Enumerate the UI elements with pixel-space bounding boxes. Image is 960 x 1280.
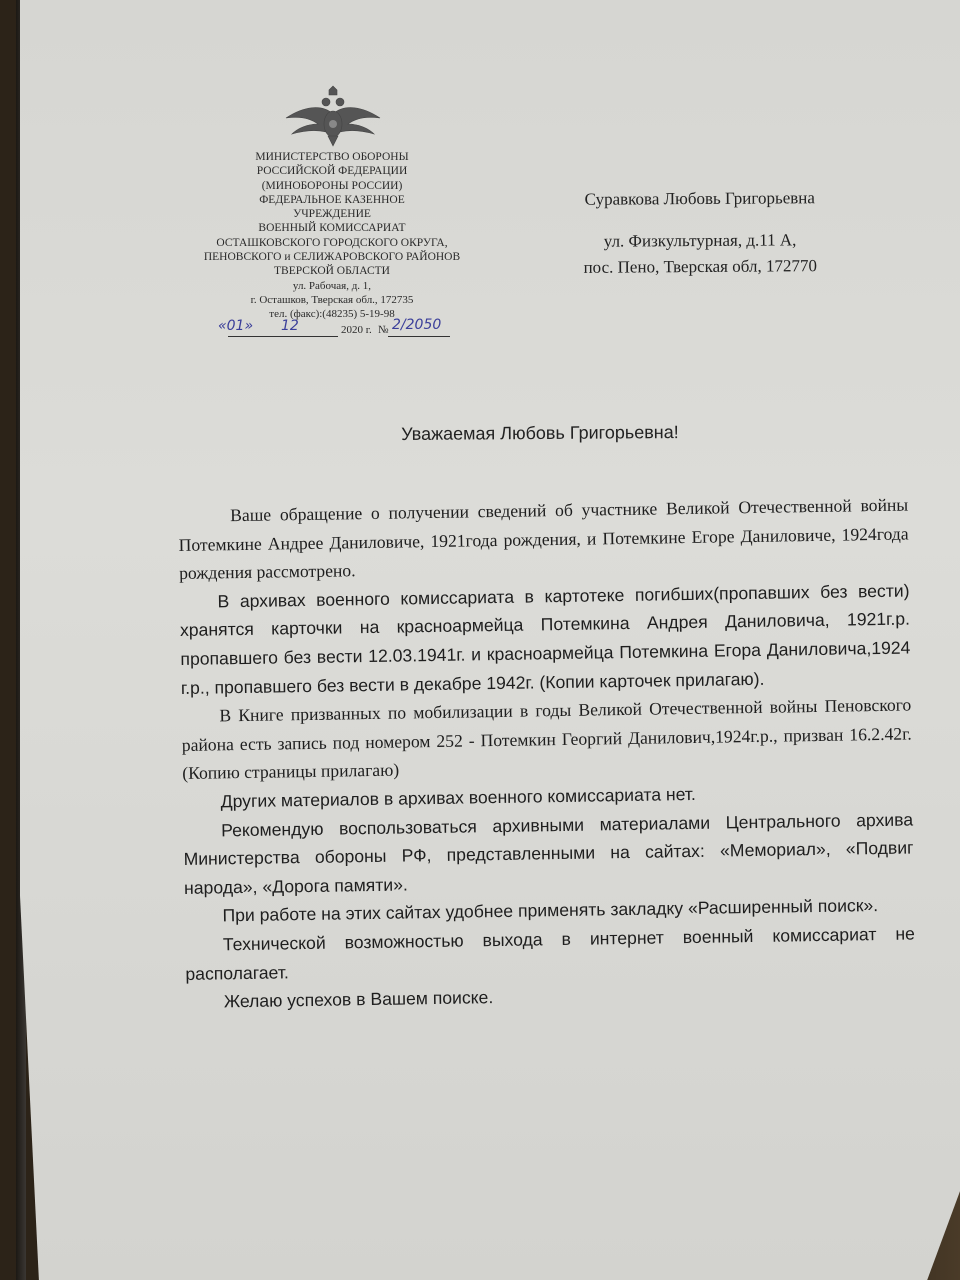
paragraph: Желаю успехов в Вашем поиске. xyxy=(223,987,494,1012)
paragraph: Других материалов в архивах военного комиссариата нет. xyxy=(220,783,696,812)
number-underline xyxy=(388,336,450,337)
registration-year: 2020 г. xyxy=(341,324,372,336)
sender-address-line: г. Осташков, Тверская обл., 172735 xyxy=(250,293,414,306)
letterhead-line: РОССИЙСКОЙ ФЕДЕРАЦИИ xyxy=(256,165,408,178)
greeting: Уважаемая Любовь Григорьевна! xyxy=(401,422,679,444)
paragraph: В архивах военного комиссариата в картотеке погибших(пропавших без вести) хранятся карточки на красноармейца Потемкина Андрея Даниловича, 1921г.р. пропавшего без вести 12.03.1941г. и красноармейца Потемкина Егора Даниловича,1924 г.р., пропавшего без вести в декабре 1942г. (Копии карточек прилагаю). xyxy=(179,580,911,698)
registration-day: «01» xyxy=(218,318,254,334)
letterhead-line: ПЕНОВСКОГО и СЕЛИЖАРОВСКОГО РАЙОНОВ xyxy=(203,251,461,264)
letterhead-line: УЧРЕЖДЕНИЕ xyxy=(293,208,371,221)
recipient-block xyxy=(520,185,881,282)
sender-address-line: ул. Рабочая, д. 1, xyxy=(292,279,372,292)
letterhead-line: ФЕДЕРАЛЬНОЕ КАЗЕННОЕ xyxy=(259,193,405,206)
registration-line xyxy=(216,317,476,342)
letterhead-line: (МИНОБОРОНЫ РОССИИ) xyxy=(261,179,403,192)
letterhead-line: ВОЕННЫЙ КОМИССАРИАТ xyxy=(258,222,406,235)
registration-number: 2/2050 xyxy=(392,317,442,333)
paragraph: В Книге призванных по мобилизации в годы Великой Отечественной войны Пеновского района есть запись под номером 252 - Потемкин Георгий Данилович,1924г.р., призван 16.2.42г. (Копию страницы прилагаю) xyxy=(181,694,912,784)
recipient-street: ул. Физкультурная, д.11 А, xyxy=(603,230,797,251)
paragraph: Ваше обращение о получении сведений об участнике Великой Отечественной войны Потемкине Андрее Даниловиче, 1921года рождения, и Потемкине Егоре Даниловиче, 1924года рождения рассмотрено. xyxy=(178,494,909,584)
letter-body xyxy=(178,491,916,1017)
letterhead-line: ТВЕРСКОЙ ОБЛАСТИ xyxy=(274,265,390,278)
paragraph: Технической возможностью выхода в интернет военный комиссариат не располагает. xyxy=(185,923,916,984)
letterhead-line: МИНИСТЕРСТВО ОБОРОНЫ xyxy=(255,151,409,163)
paragraph: При работе на этих сайтах удобнее применять закладку «Расширенный поиск». xyxy=(222,895,879,926)
sender-phone: тел. (факс):(48235) 5-19-98 xyxy=(269,308,395,321)
letterhead-line: ОСТАШКОВСКОГО ГОРОДСКОГО ОКРУГА, xyxy=(216,236,448,249)
paragraph: Рекомендую воспользоваться архивными материалами Центрального архива Министерства обороны РФ, представленными на сайтах: «Мемориал», «Подвиг народа», «Дорога памяти». xyxy=(183,809,914,898)
double-headed-eagle-emblem-icon xyxy=(282,84,384,148)
sender-letterhead xyxy=(178,150,486,322)
recipient-town: пос. Пено, Тверская обл, 172770 xyxy=(583,256,817,277)
recipient-name: Суравкова Любовь Григорьевна xyxy=(584,188,815,209)
registration-month: 12 xyxy=(281,318,299,334)
date-underline xyxy=(228,336,338,337)
registration-number-label: № xyxy=(378,324,389,336)
